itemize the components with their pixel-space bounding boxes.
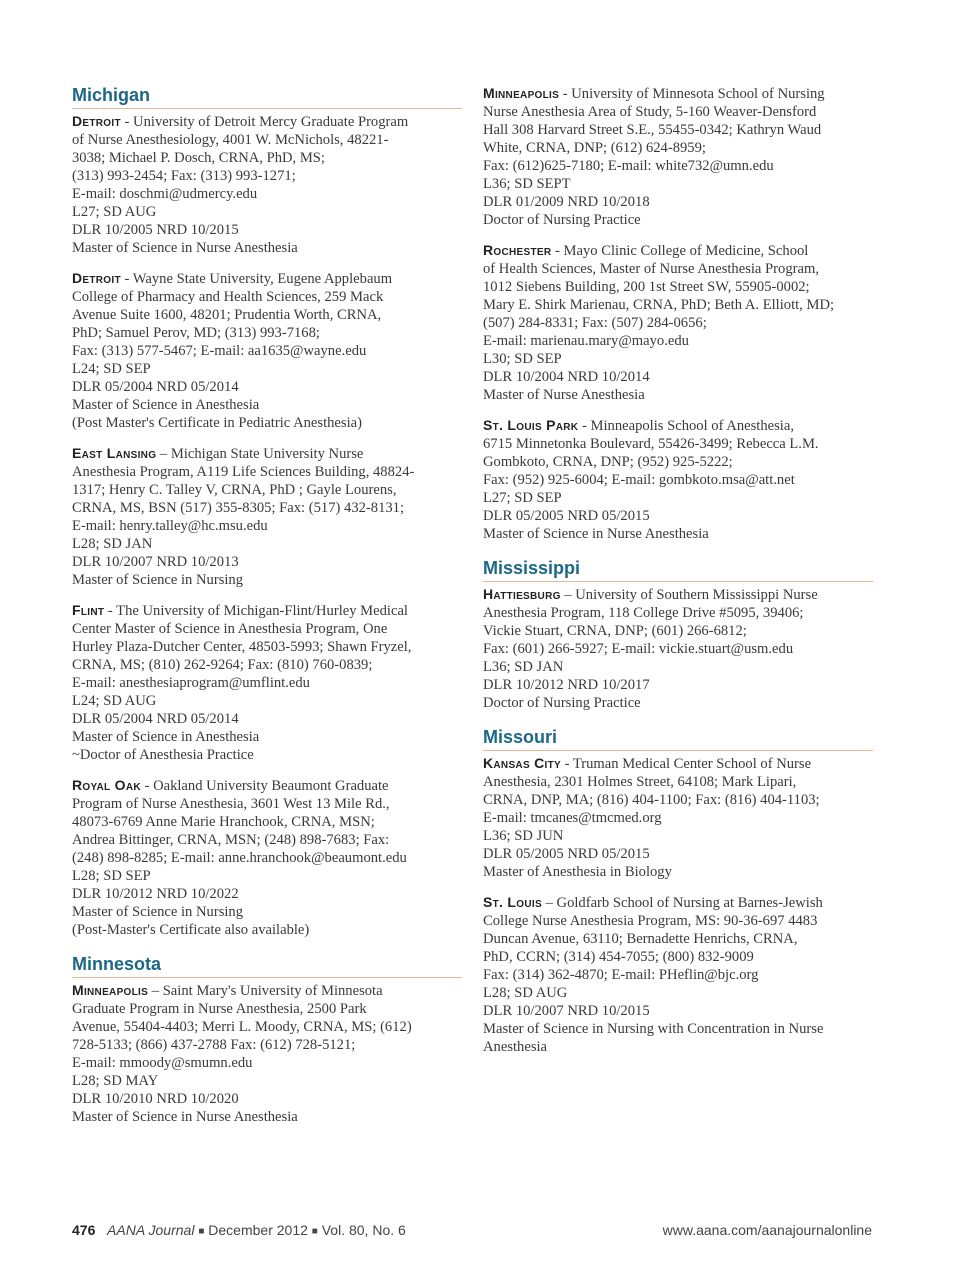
entry-line: 1317; Henry C. Talley V, CRNA, PhD ; Gayle Lourens, xyxy=(72,482,397,498)
entry-line: E-mail: mmoody@smumn.edu xyxy=(72,1055,253,1071)
entry-line: Andrea Bittinger, CRNA, MSN; (248) 898-7683; Fax: xyxy=(72,832,390,848)
entry-line: White, CRNA, DNP; (612) 624-8959; xyxy=(483,140,706,156)
entry-line: E-mail: marienau.mary@mayo.edu xyxy=(483,333,689,349)
entry-line: Master of Science in Nurse Anesthesia xyxy=(483,526,709,542)
page-number: 476 xyxy=(72,1222,96,1238)
entry-line: DLR 01/2009 NRD 10/2018 xyxy=(483,194,650,210)
city-name: Flint xyxy=(72,602,105,618)
entry-text: - Minneapolis School of Anesthesia, xyxy=(578,418,794,434)
entry-line: DLR 05/2004 NRD 05/2014 xyxy=(72,379,239,395)
entry-line: Program of Nurse Anesthesia, 3601 West 13 Mile Rd., xyxy=(72,796,390,812)
entry-line: Master of Science in Anesthesia xyxy=(72,397,260,413)
mississippi-entries xyxy=(483,585,873,712)
entry-line: Nurse Anesthesia Area of Study, 5-160 Weaver-Densford xyxy=(483,104,817,120)
entry-line: of Health Sciences, Master of Nurse Anesthesia Program, xyxy=(483,261,819,277)
city-name: East Lansing xyxy=(72,445,157,461)
entry-line: DLR 10/2007 NRD 10/2013 xyxy=(72,554,239,570)
program-entry xyxy=(483,585,873,712)
entry-line: L36; SD SEPT xyxy=(483,176,571,192)
entry-line: Master of Science in Nurse Anesthesia xyxy=(72,240,298,256)
entry-line: L27; SD SEP xyxy=(483,490,562,506)
entry-line: College of Pharmacy and Health Sciences, 259 Mack xyxy=(72,289,384,305)
entry-line: Master of Anesthesia in Biology xyxy=(483,864,672,880)
entry-text: - University of Minnesota School of Nursing xyxy=(559,86,825,102)
entry-line xyxy=(72,444,462,463)
city-name: Rochester xyxy=(483,242,552,258)
entry-text: - Truman Medical Center School of Nurse xyxy=(560,756,812,772)
program-entry xyxy=(72,601,462,764)
state-heading-mississippi: Mississippi xyxy=(483,557,873,582)
entry-line: Anesthesia xyxy=(483,1039,548,1055)
entry-line: Fax: (601) 266-5927; E-mail: vickie.stuart@usm.edu xyxy=(483,641,794,657)
entry-line: CRNA, DNP, MA; (816) 404-1100; Fax: (816) 404-1103; xyxy=(483,792,820,808)
program-entry xyxy=(483,754,873,881)
city-name: St. Louis xyxy=(483,894,542,910)
separator-square-icon: ■ xyxy=(198,1226,205,1237)
program-entry xyxy=(72,981,462,1126)
entry-line: L28; SD AUG xyxy=(483,985,568,1001)
entry-line: DLR 10/2010 NRD 10/2020 xyxy=(72,1091,239,1107)
entry-line: Avenue Suite 1600, 48201; Prudentia Worth, CRNA, xyxy=(72,307,382,323)
city-name: St. Louis Park xyxy=(483,417,579,433)
entry-line: Vickie Stuart, CRNA, DNP; (601) 266-6812; xyxy=(483,623,747,639)
entry-line: Anesthesia, 2301 Holmes Street, 64108; Mark Lipari, xyxy=(483,774,797,790)
volume-number: Vol. 80, No. 6 xyxy=(321,1222,406,1238)
entry-line: Anesthesia Program, 118 College Drive #5095, 39406; xyxy=(483,605,804,621)
entry-line: (507) 284-8331; Fax: (507) 284-0656; xyxy=(483,315,707,331)
state-heading-minnesota: Minnesota xyxy=(72,953,462,978)
city-name: Detroit xyxy=(72,113,121,129)
entry-line: Anesthesia Program, A119 Life Sciences Building, 48824- xyxy=(72,464,415,480)
entry-line: L24; SD AUG xyxy=(72,693,157,709)
program-entry xyxy=(483,84,873,229)
entry-line: PhD; Samuel Perov, MD; (313) 993-7168; xyxy=(72,325,320,341)
entry-text: – Michigan State University Nurse xyxy=(156,446,364,462)
entry-line: CRNA, MS, BSN (517) 355-8305; Fax: (517) 432-8131; xyxy=(72,500,405,516)
entry-line: DLR 05/2004 NRD 05/2014 xyxy=(72,711,239,727)
entry-line: DLR 05/2005 NRD 05/2015 xyxy=(483,508,650,524)
journal-name: AANA Journal xyxy=(107,1222,195,1238)
state-heading-missouri: Missouri xyxy=(483,726,873,751)
minnesota-entries xyxy=(72,981,462,1126)
program-entry xyxy=(483,893,873,1056)
city-name: Minneapolis xyxy=(72,982,149,998)
entry-line: DLR 05/2005 NRD 05/2015 xyxy=(483,846,650,862)
entry-line: (248) 898-8285; E-mail: anne.hranchook@beaumont.edu xyxy=(72,850,407,866)
entry-text: - The University of Michigan-Flint/Hurley Medical xyxy=(104,603,408,619)
entry-line xyxy=(483,84,873,103)
right-column xyxy=(483,84,873,1068)
city-name: Hattiesburg xyxy=(483,586,561,602)
entry-line: DLR 10/2004 NRD 10/2014 xyxy=(483,369,650,385)
entry-line: DLR 10/2005 NRD 10/2015 xyxy=(72,222,239,238)
entry-line: DLR 10/2007 NRD 10/2015 xyxy=(483,1003,650,1019)
minnesota-continued-entries xyxy=(483,84,873,543)
entry-line: L27; SD AUG xyxy=(72,204,157,220)
entry-line: DLR 10/2012 NRD 10/2022 xyxy=(72,886,239,902)
entry-line: 6715 Minnetonka Boulevard, 55426-3499; Rebecca L.M. xyxy=(483,436,819,452)
entry-line: (313) 993-2454; Fax: (313) 993-1271; xyxy=(72,168,296,184)
entry-line: L28; SD MAY xyxy=(72,1073,159,1089)
city-name: Kansas City xyxy=(483,755,561,771)
entry-line xyxy=(483,585,873,604)
entry-line: E-mail: henry.talley@hc.msu.edu xyxy=(72,518,268,534)
entry-line: PhD, CCRN; (314) 454-7055; (800) 832-9009 xyxy=(483,949,754,965)
entry-line: (Post-Master's Certificate also available) xyxy=(72,922,310,938)
entry-line: 1012 Siebens Building, 200 1st Street SW, 55905-0002; xyxy=(483,279,810,295)
entry-line: Center Master of Science in Anesthesia Program, One xyxy=(72,621,388,637)
entry-text: - Oakland University Beaumont Graduate xyxy=(140,778,389,794)
entry-line: Avenue, 55404-4403; Merri L. Moody, CRNA, MS; (612) xyxy=(72,1019,412,1035)
entry-line: L28; SD JAN xyxy=(72,536,153,552)
entry-line: Master of Nurse Anesthesia xyxy=(483,387,645,403)
michigan-entries xyxy=(72,112,462,939)
entry-text: – University of Southern Mississippi Nurse xyxy=(560,587,818,603)
entry-line: E-mail: anesthesiaprogram@umflint.edu xyxy=(72,675,310,691)
entry-line: Fax: (952) 925-6004; E-mail: gombkoto.msa@att.net xyxy=(483,472,795,488)
entry-line: Duncan Avenue, 63110; Bernadette Henrichs, CRNA, xyxy=(483,931,798,947)
entry-line: Gombkoto, CRNA, DNP; (952) 925-5222; xyxy=(483,454,733,470)
entry-line xyxy=(72,112,462,131)
entry-line: L30; SD SEP xyxy=(483,351,562,367)
entry-text: - University of Detroit Mercy Graduate Program xyxy=(120,114,409,130)
entry-line: Doctor of Nursing Practice xyxy=(483,695,641,711)
entry-line xyxy=(483,893,873,912)
program-entry xyxy=(483,241,873,404)
entry-line: Fax: (314) 362-4870; E-mail: PHeflin@bjc.org xyxy=(483,967,759,983)
entry-line: CRNA, MS; (810) 262-9264; Fax: (810) 760-0839; xyxy=(72,657,373,673)
entry-text: – Goldfarb School of Nursing at Barnes-Jewish xyxy=(541,895,823,911)
entry-line: Master of Science in Nurse Anesthesia xyxy=(72,1109,298,1125)
entry-line: Hurley Plaza-Dutcher Center, 48503-5993; Shawn Fryzel, xyxy=(72,639,412,655)
entry-line: Mary E. Shirk Marienau, CRNA, PhD; Beth A. Elliott, MD; xyxy=(483,297,835,313)
entry-line: 3038; Michael P. Dosch, CRNA, PhD, MS; xyxy=(72,150,325,166)
entry-line xyxy=(483,241,873,260)
entry-line xyxy=(483,754,873,773)
entry-text: – Saint Mary's University of Minnesota xyxy=(148,983,383,999)
entry-line: Fax: (612)625-7180; E-mail: white732@umn.edu xyxy=(483,158,774,174)
entry-line: L36; SD JUN xyxy=(483,828,564,844)
entry-line: L28; SD SEP xyxy=(72,868,151,884)
entry-line xyxy=(72,776,462,795)
entry-line xyxy=(483,416,873,435)
entry-line: ~Doctor of Anesthesia Practice xyxy=(72,747,254,763)
entry-line: Master of Science in Anesthesia xyxy=(72,729,260,745)
entry-line xyxy=(72,601,462,620)
entry-line: E-mail: tmcanes@tmcmed.org xyxy=(483,810,662,826)
issue-date: December 2012 xyxy=(208,1222,308,1238)
entry-line: Hall 308 Harvard Street S.E., 55455-0342; Kathryn Waud xyxy=(483,122,822,138)
entry-line: 48073-6769 Anne Marie Hranchook, CRNA, MSN; xyxy=(72,814,375,830)
city-name: Royal Oak xyxy=(72,777,141,793)
entry-line: L24; SD SEP xyxy=(72,361,151,377)
city-name: Detroit xyxy=(72,270,121,286)
entry-line: Graduate Program in Nurse Anesthesia, 2500 Park xyxy=(72,1001,367,1017)
entry-line: DLR 10/2012 NRD 10/2017 xyxy=(483,677,650,693)
program-entry xyxy=(72,112,462,257)
entry-line xyxy=(72,269,462,288)
entry-line: E-mail: doschmi@udmercy.edu xyxy=(72,186,258,202)
left-column xyxy=(72,84,462,1138)
program-entry xyxy=(72,269,462,432)
entry-line: L36; SD JAN xyxy=(483,659,564,675)
missouri-entries xyxy=(483,754,873,1056)
separator-square-icon: ■ xyxy=(311,1226,318,1237)
city-name: Minneapolis xyxy=(483,85,560,101)
entry-line: Master of Science in Nursing xyxy=(72,904,244,920)
state-heading-michigan: Michigan xyxy=(72,84,462,109)
entry-text: - Wayne State University, Eugene Applebaum xyxy=(120,271,393,287)
entry-line: Doctor of Nursing Practice xyxy=(483,212,641,228)
entry-line xyxy=(72,981,462,1000)
program-entry xyxy=(483,416,873,543)
entry-line: (Post Master's Certificate in Pediatric Anesthesia) xyxy=(72,415,362,431)
entry-line: College Nurse Anesthesia Program, MS: 90-36-697 4483 xyxy=(483,913,818,929)
program-entry xyxy=(72,444,462,589)
program-entry xyxy=(72,776,462,939)
entry-line: Master of Science in Nursing with Concentration in Nurse xyxy=(483,1021,824,1037)
entry-line: Master of Science in Nursing xyxy=(72,572,244,588)
journal-url-link[interactable]: www.aana.com/aanajournalonline xyxy=(662,1222,872,1238)
entry-line: Fax: (313) 577-5467; E-mail: aa1635@wayne.edu xyxy=(72,343,367,359)
entry-line: of Nurse Anesthesiology, 4001 W. McNichols, 48221- xyxy=(72,132,389,148)
entry-line: 728-5133; (866) 437-2788 Fax: (612) 728-5121; xyxy=(72,1037,356,1053)
entry-text: - Mayo Clinic College of Medicine, School xyxy=(551,243,809,259)
page-footer xyxy=(72,1222,872,1242)
